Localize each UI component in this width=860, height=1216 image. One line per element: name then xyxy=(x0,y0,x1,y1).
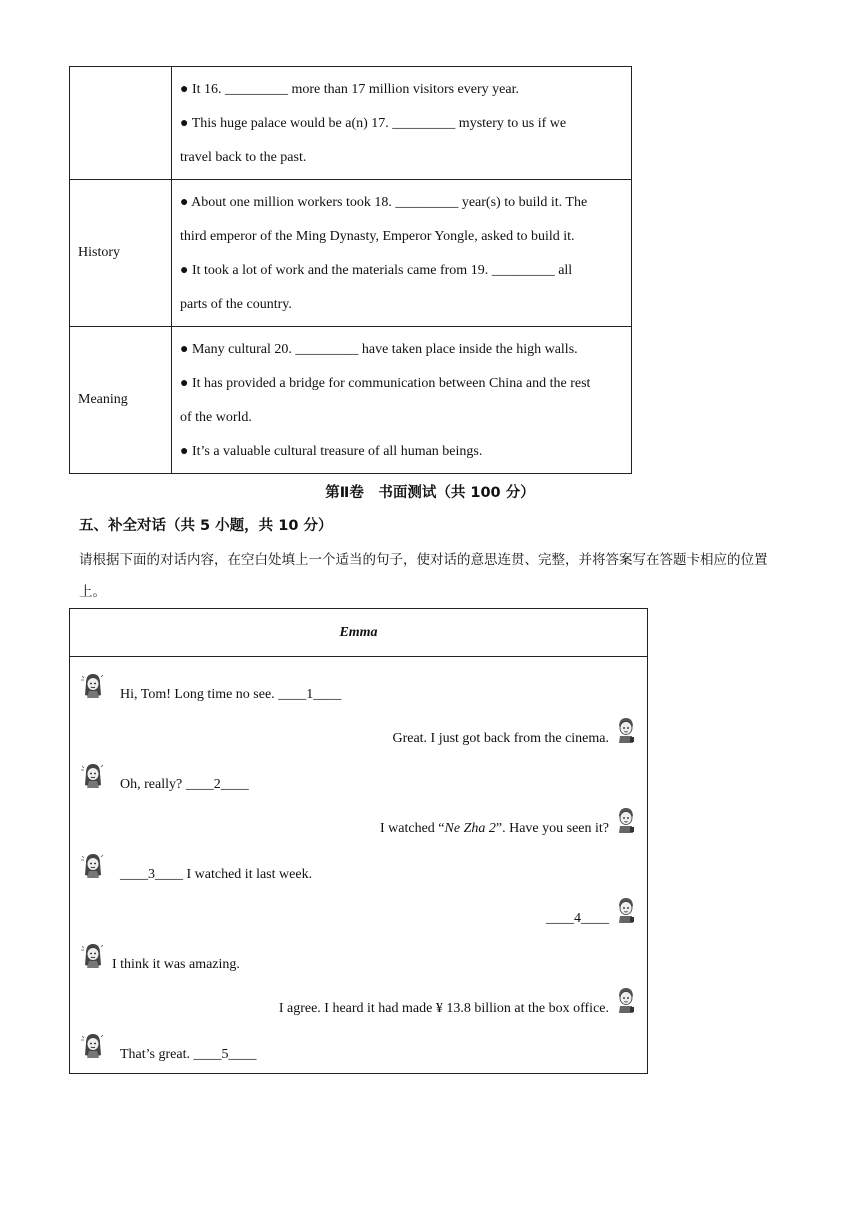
dialogue-text: I watched “ xyxy=(380,821,445,836)
content-line: ● This huge palace would be a(n) 17. _________ mystery to us if we xyxy=(180,116,567,131)
girl-avatar-icon xyxy=(78,761,108,791)
girl-avatar-icon xyxy=(78,1031,108,1061)
content-line: ● It’s a valuable cultural treasure of all human beings. xyxy=(180,444,483,459)
row-content xyxy=(172,327,632,474)
answer-blank[interactable]: ____2____ xyxy=(185,777,249,792)
dialogue-line xyxy=(112,957,240,973)
table-row xyxy=(70,180,632,327)
dialogue-text: I think it was amazing. xyxy=(112,957,240,972)
table-row xyxy=(70,327,632,474)
content-line: of the world. xyxy=(180,410,252,425)
content-line: ● It has provided a bridge for communication between China and the rest xyxy=(180,376,591,391)
answer-blank[interactable]: ____5____ xyxy=(193,1047,257,1062)
boy-avatar-icon xyxy=(611,985,641,1015)
dialogue-line xyxy=(279,1001,609,1017)
dialogue-line xyxy=(120,687,341,703)
content-line: ● Many cultural 20. _________ have taken place inside the high walls. xyxy=(180,342,578,357)
dialogue-text: Hi, Tom! Long time no see. xyxy=(120,687,279,702)
answer-blank[interactable]: ____1____ xyxy=(278,687,342,702)
boy-avatar-icon xyxy=(611,805,641,835)
content-line: parts of the country. xyxy=(180,297,292,312)
content-line: ● It 16. _________ more than 17 million visitors every year. xyxy=(180,82,519,97)
info-table xyxy=(69,66,632,474)
dialogue-header: Emma xyxy=(70,609,647,657)
row-content xyxy=(172,180,632,327)
boy-avatar-icon xyxy=(611,715,641,745)
dialogue-line xyxy=(120,1047,256,1063)
girl-avatar-icon xyxy=(78,941,108,971)
row-label xyxy=(70,67,172,180)
dialogue-line xyxy=(546,911,609,927)
instruction-text: 请根据下面的对话内容，在空白处填上一个适当的句子，使对话的意思连贯、完整，并将答案写在答题卡相应的位置上。 xyxy=(79,552,768,600)
answer-blank[interactable]: ____4____ xyxy=(546,911,609,926)
table-row xyxy=(70,67,632,180)
dialogue-text: Great. I just got back from the cinema. xyxy=(392,731,609,746)
content-line: ● It took a lot of work and the materials came from 19. _________ all xyxy=(180,263,573,278)
content-line: travel back to the past. xyxy=(180,150,307,165)
dialogue-line xyxy=(392,731,609,747)
dialogue-line xyxy=(380,821,609,837)
girl-avatar-icon xyxy=(78,851,108,881)
girl-avatar-icon xyxy=(78,671,108,701)
dialogue-text: ”. Have you seen it? xyxy=(495,821,609,836)
answer-blank[interactable]: ____3____ xyxy=(120,867,183,882)
dialogue-text: Oh, really? xyxy=(120,777,186,792)
dialogue-box xyxy=(69,608,648,1074)
row-label: History xyxy=(70,180,172,327)
dialogue-text: I agree. I heard it had made ¥ 13.8 billion at the box office. xyxy=(278,1001,609,1016)
row-content xyxy=(172,67,632,180)
part-title: 第Ⅱ卷 书面测试（共 100 分） xyxy=(325,485,535,501)
content-line: ● About one million workers took 18. _________ year(s) to build it. The xyxy=(180,195,588,210)
boy-avatar-icon xyxy=(611,895,641,925)
dialogue-text: I watched it last week. xyxy=(183,867,313,882)
dialogue-line xyxy=(120,867,312,883)
content-line: third emperor of the Ming Dynasty, Emperor Yongle, asked to build it. xyxy=(180,229,575,244)
row-label: Meaning xyxy=(70,327,172,474)
section-title: 五、补全对话（共 5 小题，共 10 分） xyxy=(79,518,333,534)
dialogue-line xyxy=(120,777,249,793)
movie-title: Ne Zha 2 xyxy=(444,821,496,836)
dialogue-text: That’s great. xyxy=(120,1047,194,1062)
